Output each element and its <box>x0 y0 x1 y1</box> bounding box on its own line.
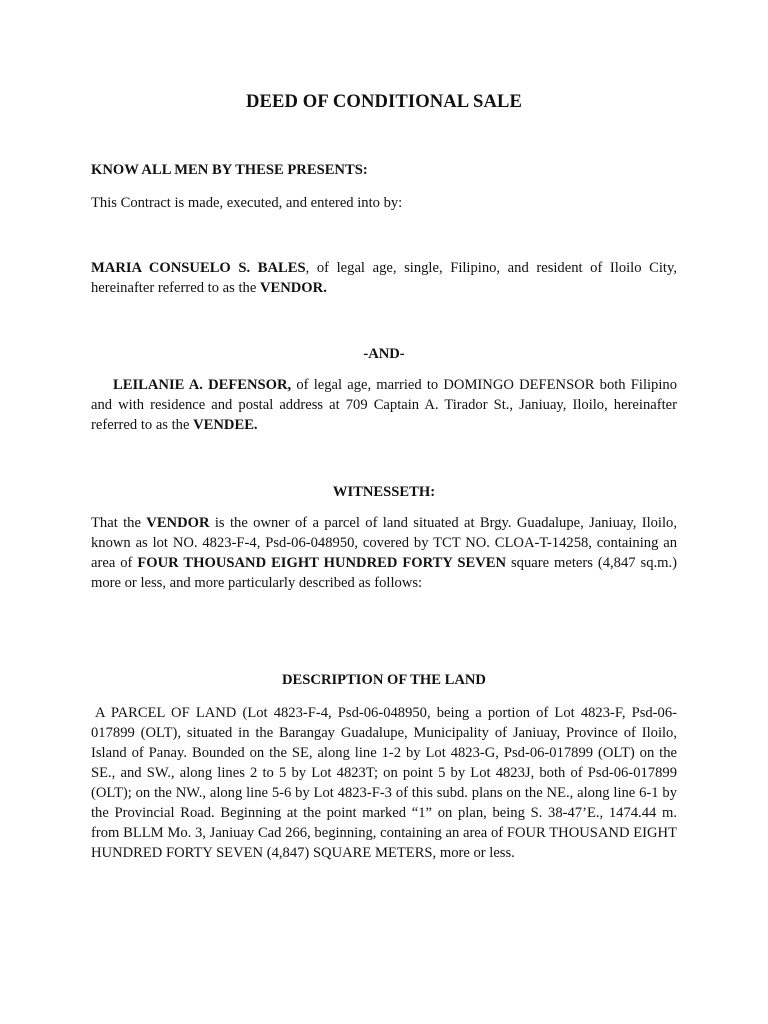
opening-text: KNOW ALL MEN BY THESE PRESENTS: <box>91 162 368 178</box>
witness-paragraph <box>91 513 677 593</box>
witnesseth-heading: WITNESSETH: <box>332 484 436 500</box>
description-heading: DESCRIPTION OF THE LAND <box>282 672 486 688</box>
opening-clause <box>91 160 677 180</box>
witness-text-1: That the <box>91 515 147 531</box>
land-description: A PARCEL OF LAND (Lot 4823-F-4, Psd-06-048950, being a portion of Lot 4823-F, Psd-06-017899 (OLT), situated in the Barangay Guadalupe, Municipality of Janiuay, Province of Iloilo, Island of Panay. Bounded on the SE, along line 1-2 by Lot 4823-G, Psd-06-017899 (OLT) on the SE., and SW., along lines 2 to 5 by Lot 4823T; on point 5 by Lot 4823J, both of Psd-06-017899 (OLT); on the NW., along line 5-6 by Lot 4823-F-3 of this subd. plans on the NE., along line 6-1 by the Provincial Road. Beginning at the point marked “1” on plan, being S. 38-47’E., 1474.44 m. from BLLM Mo. 3, Janiuay Cad 266, beginning, containing an area of FOUR THOUSAND EIGHT HUNDRED FORTY SEVEN (4,847) SQUARE METERS, more or less. <box>91 705 677 861</box>
vendor-role: VENDOR. <box>259 280 327 296</box>
witness-text-2: is the owner of a parcel of land situated at Brgy. Guadalupe, Janiuay, Iloilo, known as lot NO. 4823-F-4, Psd-06-048950, covered by TCT NO. CLOA-T-14258, containing an area of <box>91 515 677 571</box>
intro-text: This Contract is made, executed, and entered into by: <box>91 195 403 211</box>
vendee-description: of legal age, married to DOMINGO DEFENSOR both Filipino and with residence and postal address at 709 Captain A. Tirador St., Janiuay, Iloilo, hereinafter referred to as the <box>91 377 677 433</box>
witness-vendor: VENDOR <box>146 515 210 531</box>
vendee-role: VENDEE. <box>193 417 258 433</box>
vendor-paragraph <box>91 258 677 298</box>
document-title: DEED OF CONDITIONAL SALE <box>245 91 523 112</box>
vendee-name: LEILANIE A. DEFENSOR, <box>113 377 292 393</box>
vendor-description: , of legal age, single, Filipino, and resident of Iloilo City, hereinafter referred to as the <box>91 260 677 296</box>
witness-area-words: FOUR THOUSAND EIGHT HUNDRED FORTY SEVEN <box>137 555 507 571</box>
vendor-name: MARIA CONSUELO S. BALES <box>91 260 306 276</box>
vendee-paragraph <box>91 375 677 435</box>
and-separator: -AND- <box>363 346 405 362</box>
witness-text-3: square meters (4,847 sq.m.) more or less, and more particularly described as follows: <box>91 555 678 591</box>
